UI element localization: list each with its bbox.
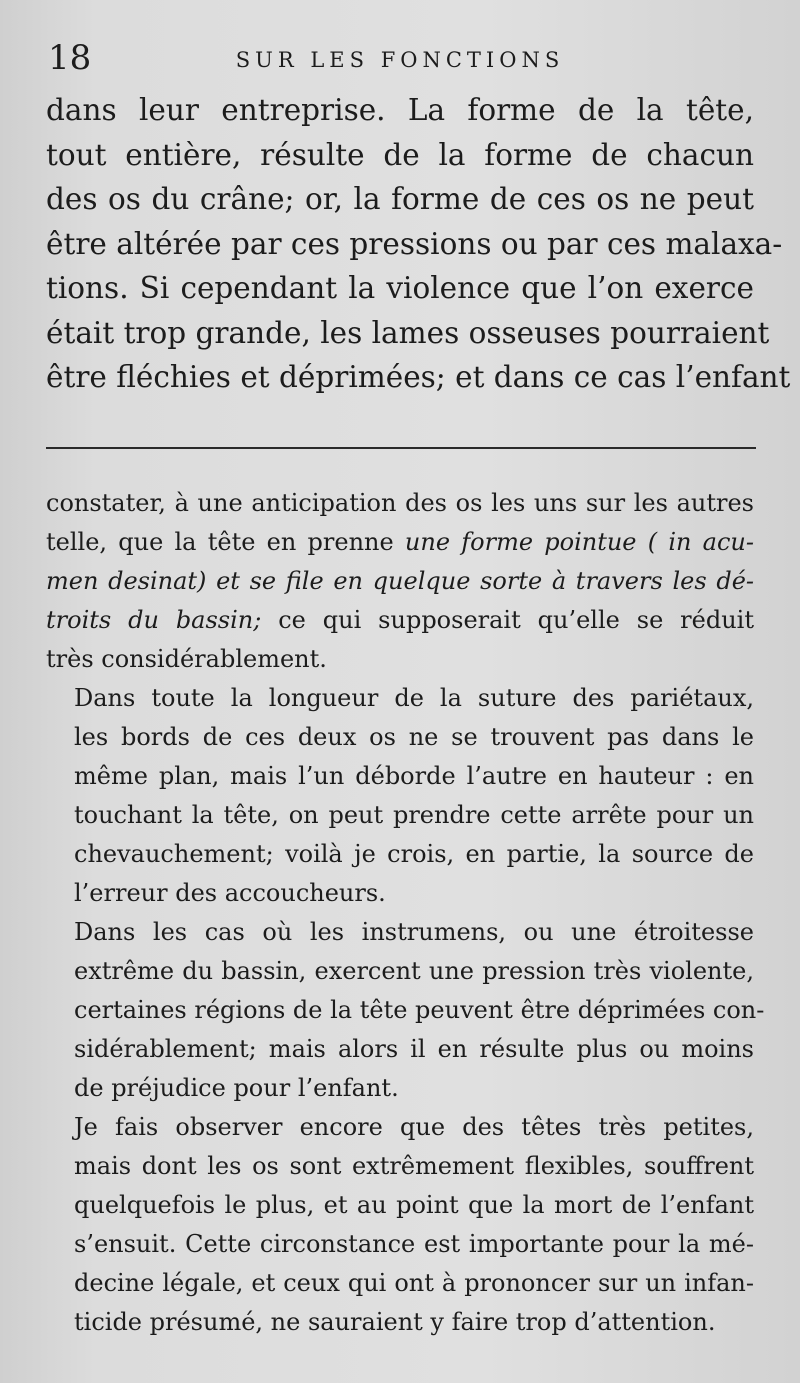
footnote-line (46, 523, 754, 562)
main-text-line: était trop grande, les lames osseuses pourraient (46, 315, 770, 350)
footnote-line: quelquefois le plus, et au point que la mort de l’enfant (74, 1191, 754, 1219)
footnote-line: les bords de ces deux os ne se trouvent pas dans le (74, 723, 754, 751)
footnote-line: mais dont les os sont extrêmement flexibles, souffrent (74, 1152, 754, 1180)
page-number: 18 (48, 38, 92, 78)
footnote-line: constater, à une anticipation des os les uns sur les autres (46, 489, 754, 517)
main-text (46, 88, 791, 400)
main-text-line: être altérée par ces pressions ou par ces malaxa- (46, 226, 783, 261)
footnote-italic-text: une forme pointue ( in acu- (404, 528, 755, 556)
footnote-line: très considérablement. (46, 645, 327, 673)
footnote-line: même plan, mais l’un déborde l’autre en hauteur : en (74, 762, 754, 790)
footnote-line (46, 562, 754, 601)
footnote-paragraph-1 (46, 484, 754, 679)
footnote-line: s’ensuit. Cette circonstance est importante pour la mé- (74, 1230, 754, 1258)
footnote-paragraph-4 (46, 1108, 754, 1342)
footnote-separator-rule (46, 447, 756, 449)
footnote-line: certaines régions de la tête peuvent être déprimées con- (74, 996, 765, 1024)
footnote-italic-text: men desinat) et se file en quelque sorte à travers les dé- (46, 567, 754, 595)
footnote-line: chevauchement; voilà je crois, en partie, la source de (74, 840, 754, 868)
running-head: SUR LES FONCTIONS (235, 48, 565, 72)
main-text-line: être fléchies et déprimées; et dans ce cas l’enfant (46, 360, 791, 394)
footnote-line: touchant la tête, on peut prendre cette arrête pour un (74, 801, 754, 829)
main-text-line: dans leur entreprise. La forme de la tête, (46, 93, 754, 127)
footnote-line: de préjudice pour l’enfant. (74, 1074, 399, 1102)
footnote-italic-text: troits du bassin; (46, 606, 262, 634)
footnote-text: telle, que la tête en prenne (46, 528, 405, 556)
footnote-line: decine légale, et ceux qui ont à prononcer sur un infan- (74, 1269, 754, 1297)
footnote-paragraph-3 (46, 913, 765, 1108)
main-text-line: tions. Si cependant la violence que l’on exerce (46, 271, 754, 305)
footnote-text: ce qui supposerait qu’elle se réduit (261, 606, 754, 634)
main-text-line: des os du crâne; or, la forme de ces os ne peut (46, 182, 754, 216)
main-text-line: tout entière, résulte de la forme de chacun (46, 137, 754, 172)
page-header (46, 36, 754, 80)
footnote-line: Je fais observer encore que des têtes très petites, (74, 1113, 754, 1141)
footnote-line: Dans les cas où les instrumens, ou une étroitesse (74, 918, 754, 946)
footnote-paragraph-2 (46, 679, 754, 913)
footnote-line: Dans toute la longueur de la suture des pariétaux, (74, 684, 754, 712)
footnote (46, 484, 765, 1342)
footnote-line (46, 601, 754, 640)
footnote-line: extrême du bassin, exercent une pression très violente, (74, 957, 754, 985)
footnote-line: ticide présumé, ne sauraient y faire trop d’attention. (74, 1308, 716, 1336)
footnote-line: l’erreur des accoucheurs. (74, 879, 386, 907)
footnote-line: sidérablement; mais alors il en résulte plus ou moins (74, 1035, 754, 1063)
